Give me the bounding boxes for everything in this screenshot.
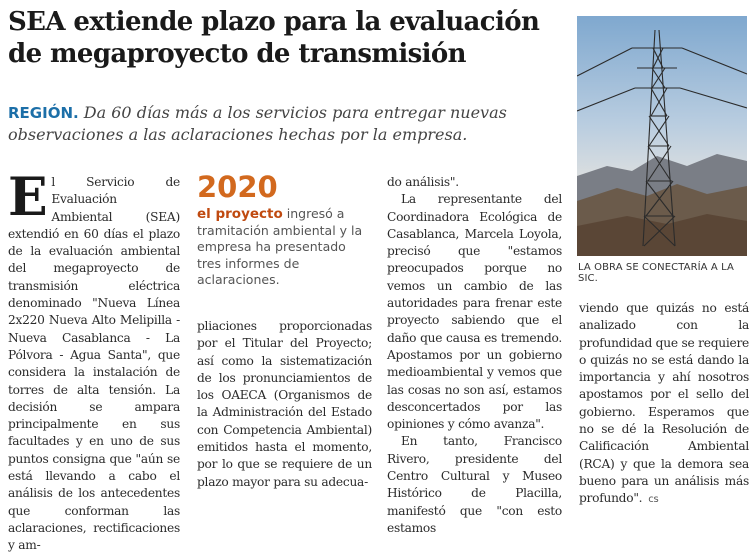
body-text-col4: viendo que quizás no está analizado con la profundidad que se requiere o quizás no se está dando la importancia y ahí nosotros apostamos por el sello del gobierno. Esperamos que no se dé la Resolución de Calificación Ambiental (RCA) y que la demora sea bueno para un análisis más profundo". bbox=[579, 301, 749, 506]
pull-quote-lead: el proyecto bbox=[197, 206, 283, 222]
body-column-1 bbox=[8, 167, 180, 555]
transmission-tower-photo bbox=[577, 16, 747, 256]
pull-quote-text bbox=[197, 206, 372, 289]
headline: SEA extiende plazo para la evaluación de megaproyecto de transmisión bbox=[8, 7, 540, 69]
body-text-col2: pliaciones proporcionadas por el Titular del Proyecto; así como la sistematización de los pronunciamientos de los OAECA (Organismos de la Administración del Estado con Competencia Ambiental) emitidos hasta el momento, por lo que se requiere de un plazo mayor para su adecua- bbox=[197, 319, 372, 489]
body-text-col3-p2: La representante del Coordinadora Ecológica de Casablanca, Marcela Loyola, precisó que "estamos preocupados porque no vemos un cambio de las autoridades para frenar este proyecto sabiendo que el daño que causa es tremendo. Apostamos por un gobierno medioambiental y vemos que las cosas no son así, estamos desconcertados por las opiniones y cómo avanza". bbox=[387, 192, 562, 432]
body-column-2 bbox=[197, 318, 372, 491]
pull-quote-number: 2020 bbox=[197, 170, 278, 204]
end-mark: cs bbox=[648, 494, 659, 506]
body-column-3 bbox=[387, 174, 562, 537]
body-column-4 bbox=[579, 300, 749, 509]
photo-caption: LA OBRA SE CONECTARÍA A LA SIC. bbox=[578, 262, 734, 284]
body-text-col1: l Servicio de Evaluación Ambiental (SEA) extendió en 60 días el plazo de la evaluación ambiental del megaproyecto de transmisión eléctrica denominado "Nueva Línea 2x220 Nueva Alto Melipilla - Nueva Casablanca - La Pólvora - Agua Santa", que considera la instalación de torres de alta tensión. La decisión se ampara principalmente en sus facultades y en uno de sus puntos consigna que "aún se está llevando a cabo el análisis de los antecedentes que conforman las aclaraciones, rectificaciones y am- bbox=[8, 175, 180, 553]
body-text-col3-p1: do análisis". bbox=[387, 175, 459, 189]
body-text-col3-p3: En tanto, Francisco Rivero, presidente del Centro Cultural y Museo Histórico de Placilla, manifestó que "con esto estamos bbox=[387, 434, 562, 535]
deck-text: Da 60 días más a los servicios para entregar nuevas observaciones a las aclaraciones hechas por la empresa. bbox=[8, 103, 507, 144]
drop-cap: E bbox=[8, 167, 48, 228]
deck-kicker: REGIÓN. bbox=[8, 104, 79, 122]
pull-quote bbox=[197, 170, 372, 289]
deck bbox=[8, 102, 568, 146]
pull-quote-body: ingresó a tramitación ambiental y la empresa ha presentado tres informes de aclaraciones. bbox=[197, 206, 363, 287]
